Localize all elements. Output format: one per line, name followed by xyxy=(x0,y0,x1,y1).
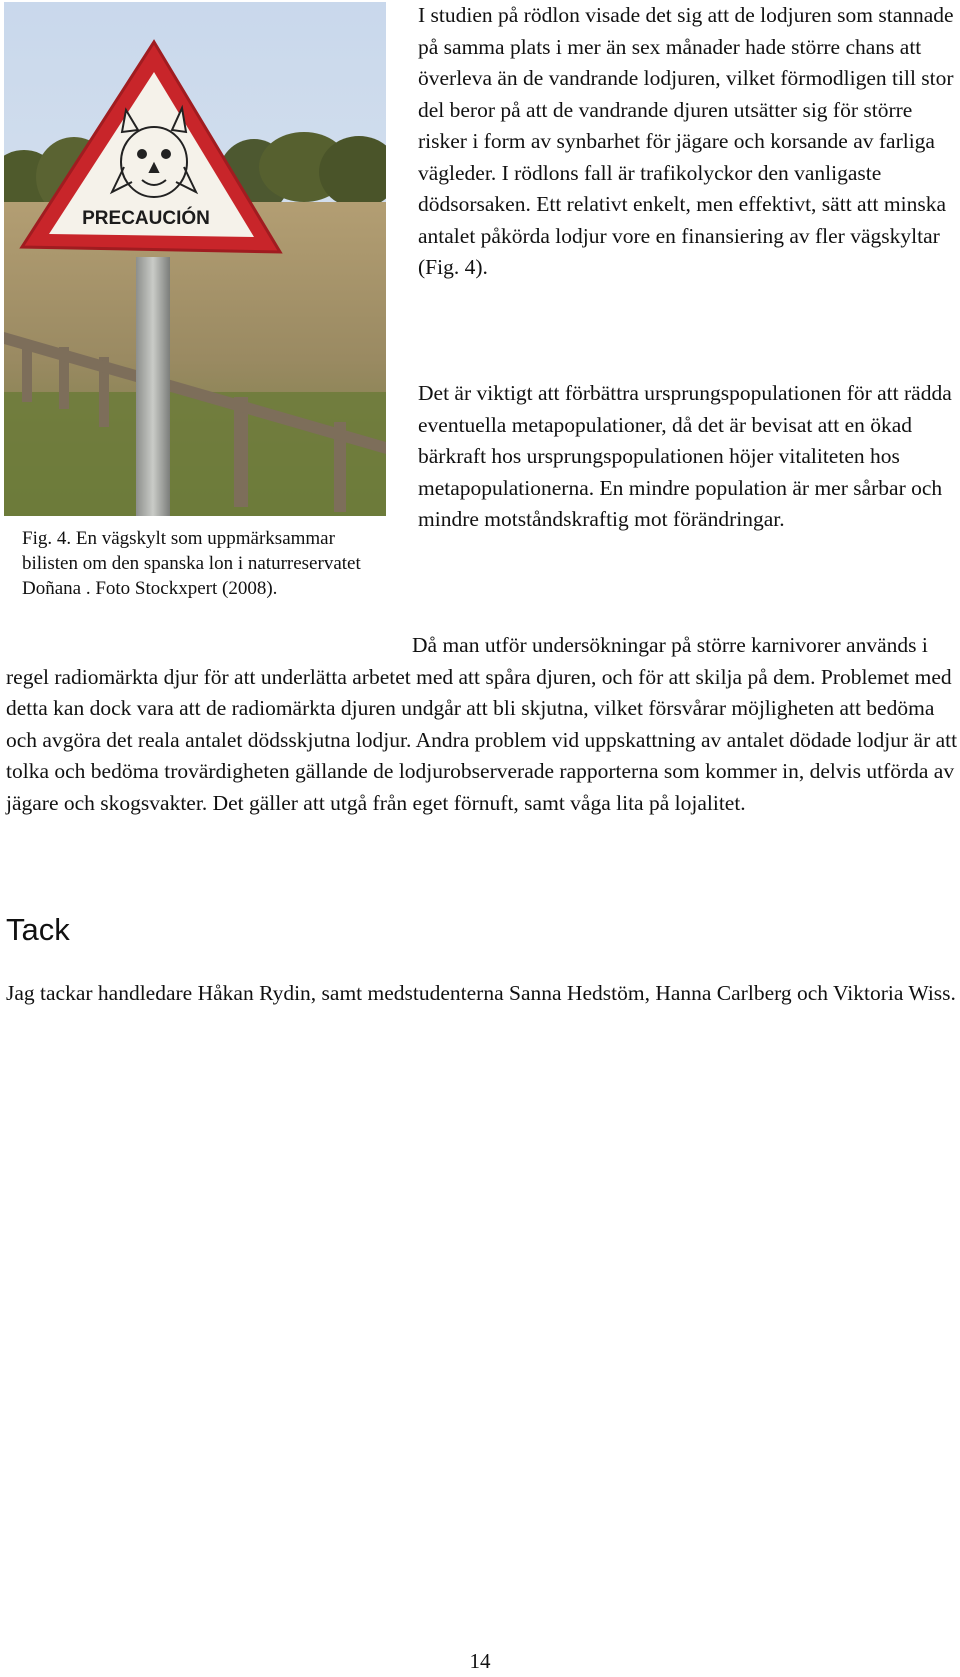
paragraph-2: Det är viktigt att förbättra ursprungspopulationen för att rädda eventuella metapopulationer, då det är bevisat att en ökad bärkraft hos ursprungspopulationen höjer vitaliteten hos metapopulationerna. En mindre population är mer sårbar och mindre motståndskraftig mot förändringar. xyxy=(418,381,952,531)
acknowledgement-paragraph: Jag tackar handledare Håkan Rydin, samt medstudenterna Sanna Hedstöm, Hanna Carlberg och Viktoria Wiss. xyxy=(6,981,956,1005)
paragraph-3: Då man utför undersökningar på större karnivorer används i regel radiomärkta djur för att underlätta arbetet med att spåra djuren, och för att skilja på dem. Problemet med detta kan dock vara att de radiomärkta djuren undgår att bli skjutna, vilket försvårar möjligheten att bedöma och avgöra det reala antalet dödsskjutna lodjur. Andra problem vid uppskattning av antalet dödade lodjur är att tolka och bedöma trovärdigheten gällande de lodjurobserverade rapporterna som kommer in, delvis utförda av jägare och skogsvakter. Det gäller att utgå från eget förnuft, samt våga lita på lojalitet. xyxy=(6,633,958,815)
road-sign-illustration xyxy=(4,2,386,516)
lynx-warning-sign-photo xyxy=(4,2,386,516)
figure-caption: Fig. 4. En vägskylt som uppmärksammar bilisten om den spanska lon i naturreservatet Doñana . Foto Stockxpert (2008). xyxy=(22,528,361,599)
sign-text: PRECAUCIÓN xyxy=(82,208,210,229)
sign-pole xyxy=(136,257,170,516)
section-heading: Tack xyxy=(6,912,70,947)
page-number: 14 xyxy=(469,1649,491,1673)
paragraph-1: I studien på rödlon visade det sig att de lodjuren som stannade på samma plats i mer än sex månader hade större chans att överleva än de vandrande lodjuren, vilket förmodligen till stor del beror på att de vandrande djuren utsätter sig för större risker i form av synbarhet för jägare och korsande av farliga vägleder. I rödlons fall är trafikolyckor den vanligaste dödsorsaken. Ett relativt enkelt, men effektivt, sätt att minska antalet påkörda lodjur vore en finansiering av fler vägskyltar (Fig. 4). xyxy=(418,3,954,279)
green-grass xyxy=(4,392,386,516)
